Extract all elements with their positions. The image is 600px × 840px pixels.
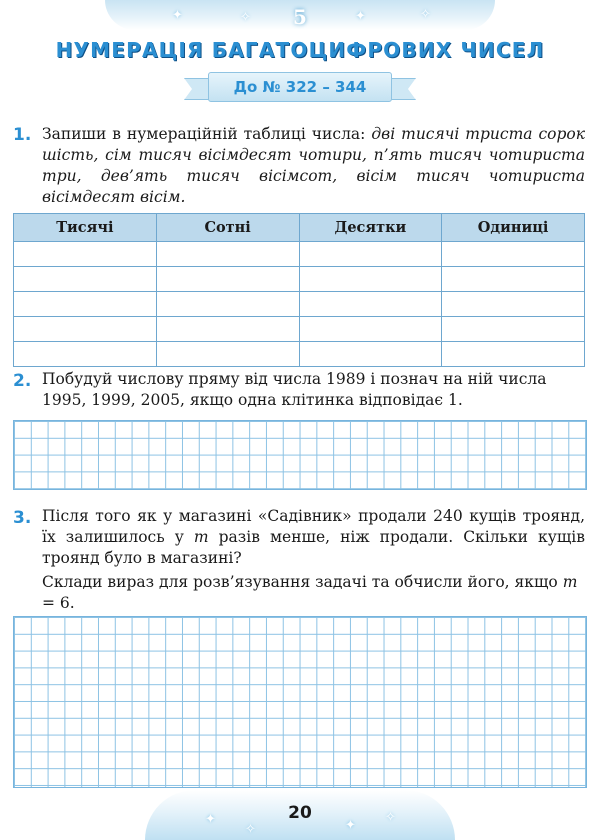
column-header-tens: Десятки <box>299 214 442 242</box>
page-title: НУМЕРАЦІЯ БАГАТОЦИФРОВИХ ЧИСЕЛ <box>55 38 545 62</box>
star-icon: ✧ <box>245 822 256 837</box>
star-icon: ✧ <box>240 10 251 25</box>
table-row <box>14 342 585 367</box>
table-cell[interactable] <box>299 292 442 317</box>
star-icon: ✦ <box>205 812 216 827</box>
star-icon: ✧ <box>420 7 431 22</box>
numeration-table <box>13 213 585 367</box>
table-cell[interactable] <box>14 317 157 342</box>
task-1-intro: Запиши в нумераційній таблиці числа: <box>42 125 366 143</box>
page-number: 20 <box>288 803 312 823</box>
star-icon: ✦ <box>345 818 356 833</box>
number-line-grid[interactable] <box>13 420 587 490</box>
table-cell[interactable] <box>299 317 442 342</box>
table-row <box>14 267 585 292</box>
table-row <box>14 317 585 342</box>
table-cell[interactable] <box>442 242 585 267</box>
exercise-range-label: До № 322 – 344 <box>233 78 367 96</box>
table-cell[interactable] <box>14 292 157 317</box>
table-header-row <box>14 214 585 242</box>
table-cell[interactable] <box>299 267 442 292</box>
table-cell[interactable] <box>156 242 299 267</box>
task-2-text: Побудуй числову пряму від числа 1989 і познач на ній числа 1995, 1999, 2005, якщо одна клітинка відповідає 1. <box>42 370 547 409</box>
table-cell[interactable] <box>156 317 299 342</box>
task-3-variable: m <box>562 573 578 591</box>
table-cell[interactable] <box>14 267 157 292</box>
solution-grid[interactable] <box>13 616 587 788</box>
column-header-units: Одиниці <box>442 214 585 242</box>
star-icon: ✦ <box>172 8 183 23</box>
table-cell[interactable] <box>299 242 442 267</box>
task-3-text-part-2: разів менше, ніж продали. Скільки кущів троянд було в магазині? <box>42 528 585 567</box>
table-cell[interactable] <box>442 342 585 367</box>
task-3-instruction <box>42 572 585 614</box>
table-row <box>14 242 585 267</box>
table-cell[interactable] <box>442 267 585 292</box>
task-3-variable: m <box>193 528 209 546</box>
table-cell[interactable] <box>442 292 585 317</box>
exercise-range-ribbon <box>184 72 416 102</box>
star-icon: ✦ <box>355 9 366 24</box>
column-header-hundreds: Сотні <box>156 214 299 242</box>
table-cell[interactable] <box>299 342 442 367</box>
task-3-text-part-1: Після того як у магазині «Садівник» продали 240 кущів троянд, їх залишилось у <box>42 507 585 546</box>
table-row <box>14 292 585 317</box>
table-cell[interactable] <box>14 342 157 367</box>
table-cell[interactable] <box>156 342 299 367</box>
star-icon: ✧ <box>385 810 396 825</box>
table-cell[interactable] <box>156 267 299 292</box>
task-3-text-part-4: = 6. <box>42 594 75 612</box>
task-1-text <box>42 124 585 208</box>
table-cell[interactable] <box>156 292 299 317</box>
chapter-number: 5 <box>293 5 307 29</box>
task-3-problem <box>42 506 585 569</box>
task-1-number: 1. <box>13 125 32 145</box>
table-cell[interactable] <box>14 242 157 267</box>
task-1-numbers: дві тисячі триста сорок шість, сім тисяч вісімдесят чотири, п’ять тисяч чотириста три, дев’ять тисяч вісімсот, вісім тисяч чотириста вісімдесят вісім. <box>42 125 585 206</box>
column-header-thousands: Тисячі <box>14 214 157 242</box>
task-3-text-part-3: Склади вираз для розв’язування задачі та обчисли його, якщо <box>42 573 558 591</box>
task-2-number: 2. <box>13 371 32 391</box>
task-3-number: 3. <box>13 508 32 528</box>
table-cell[interactable] <box>442 317 585 342</box>
